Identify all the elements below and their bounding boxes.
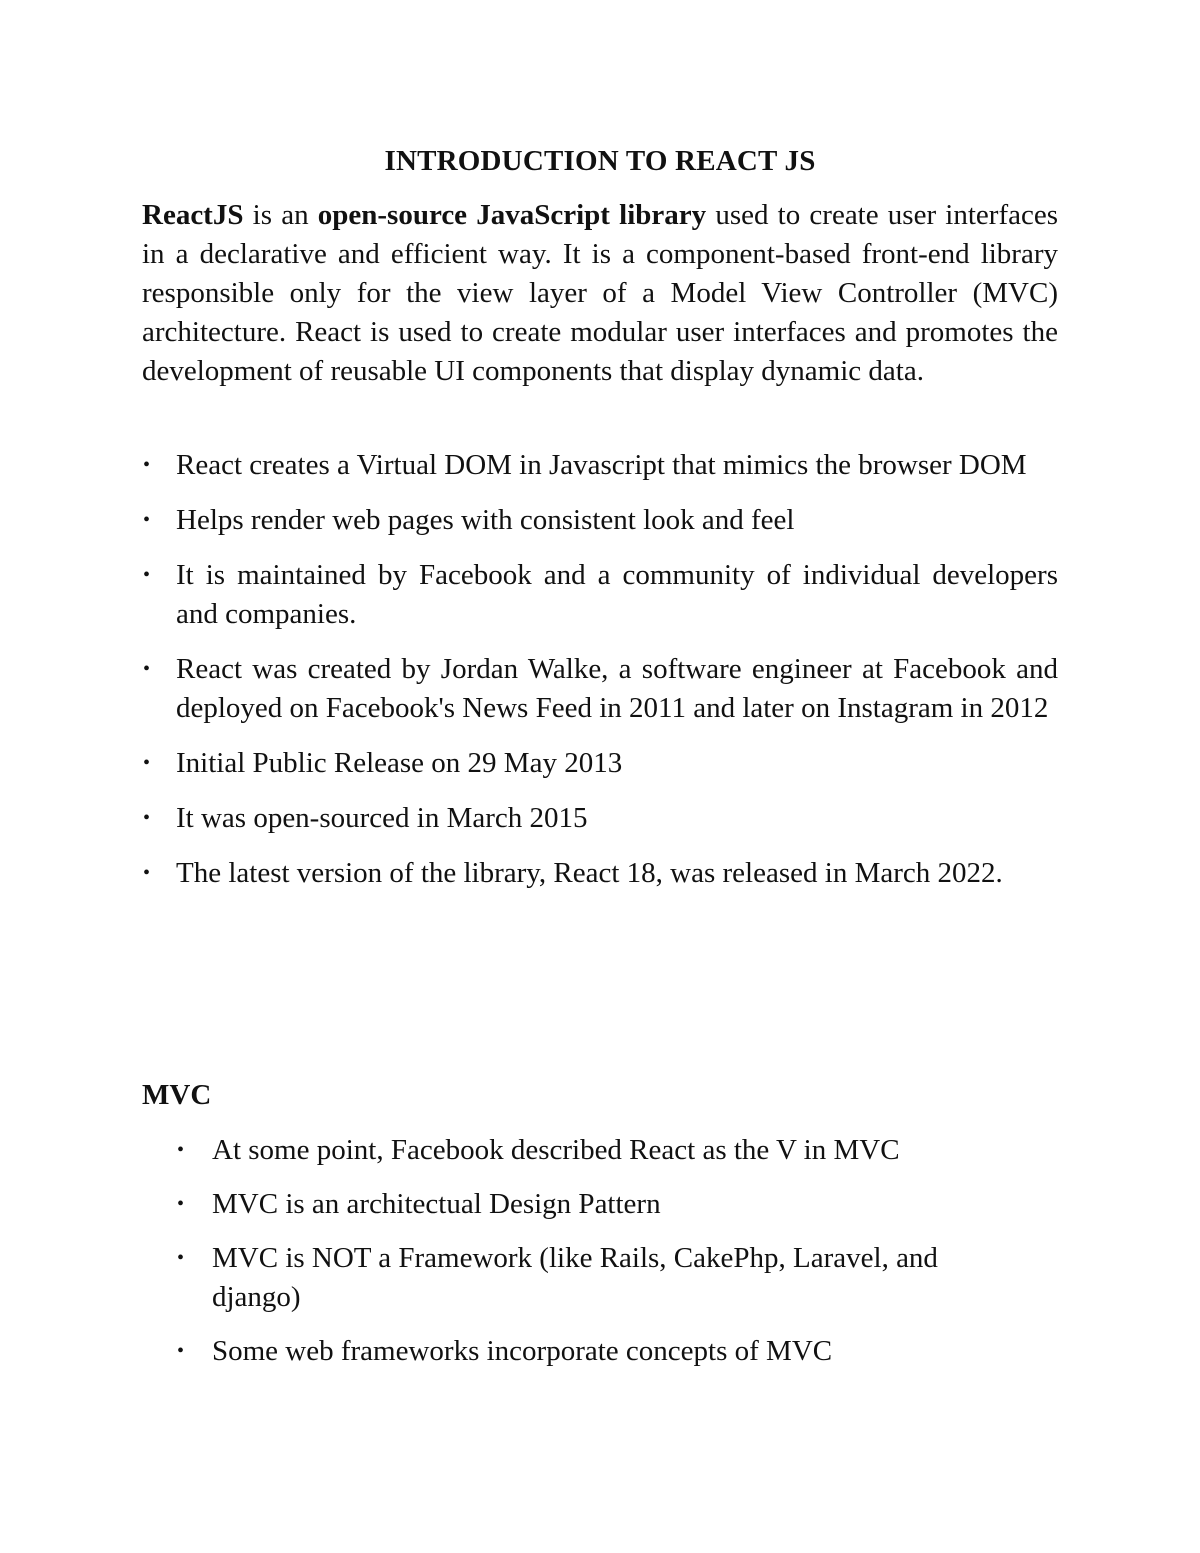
list-item (143, 446, 1058, 485)
page-title: INTRODUCTION TO REACT JS (384, 145, 816, 177)
list-item (177, 1185, 1012, 1224)
list-item-text: MVC is an architectual Design Pattern (212, 1188, 661, 1220)
bullet-icon: • (143, 752, 151, 774)
intro-text-1: is an (243, 199, 318, 231)
bullet-icon: • (177, 1139, 185, 1161)
list-item (143, 744, 1058, 783)
list-item-text: Helps render web pages with consistent look and feel (176, 504, 795, 536)
bullet-icon: • (177, 1247, 185, 1269)
bullet-icon: • (143, 807, 151, 829)
list-item-text: It was open-sourced in March 2015 (176, 802, 588, 834)
bullet-icon: • (143, 454, 151, 476)
bullet-icon: • (177, 1340, 185, 1362)
list-item (143, 799, 1058, 838)
bullet-icon: • (143, 509, 151, 531)
list-item-text: The latest version of the library, React 18, was released in March 2022. (176, 857, 1003, 889)
list-item-text: React creates a Virtual DOM in Javascript that mimics the browser DOM (176, 449, 1027, 481)
intro-term: ReactJS (142, 199, 244, 231)
list-item (143, 501, 1058, 540)
list-item (143, 556, 1058, 634)
list-item-text: At some point, Facebook described React as the V in MVC (212, 1134, 900, 1166)
intro-bullet-list (143, 446, 1058, 909)
bullet-icon: • (143, 564, 151, 586)
list-item (177, 1131, 1012, 1170)
mvc-bullet-list (177, 1131, 1012, 1386)
list-item-text: Some web frameworks incorporate concepts of MVC (212, 1335, 833, 1367)
mvc-heading: MVC (142, 1079, 212, 1111)
intro-library-term: open-source JavaScript library (317, 199, 707, 231)
list-item (143, 650, 1058, 728)
bullet-icon: • (143, 658, 151, 680)
list-item-text: Initial Public Release on 29 May 2013 (176, 747, 623, 779)
intro-text-2: used to create user interfaces in a declarative and efficient way. It is a component-based front-end library responsible only for the view layer of a Model View Controller (MVC) architecture. React is used to create modular user interfaces and promotes the development of reusable UI components that display dynamic data. (142, 199, 1059, 387)
intro-paragraph (142, 196, 1058, 391)
bullet-icon: • (177, 1193, 185, 1215)
bullet-icon: • (143, 862, 151, 884)
list-item (177, 1239, 1012, 1317)
list-item-text: It is maintained by Facebook and a community of individual developers and companies. (176, 559, 1058, 630)
list-item-text: MVC is NOT a Framework (like Rails, CakePhp, Laravel, and django) (212, 1242, 938, 1313)
list-item-text: React was created by Jordan Walke, a software engineer at Facebook and deployed on Facebook's News Feed in 2011 and later on Instagram in 2012 (176, 653, 1058, 724)
list-item (177, 1332, 1012, 1371)
list-item (143, 854, 1058, 893)
